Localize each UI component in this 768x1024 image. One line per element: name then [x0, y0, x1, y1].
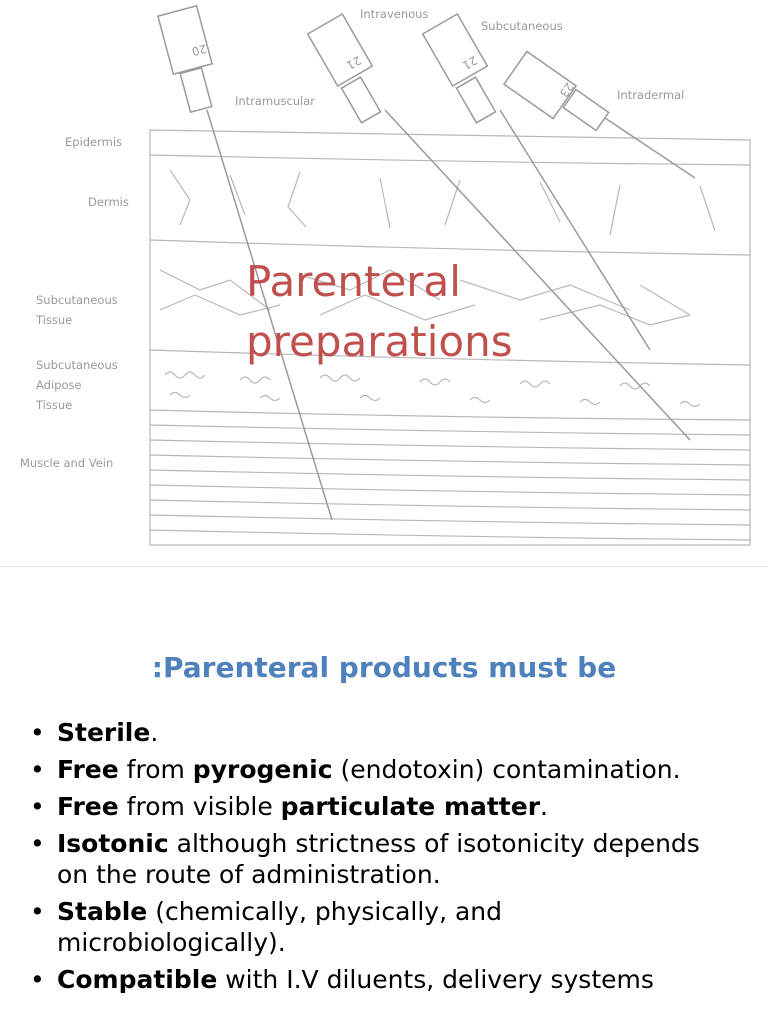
label-dermis: Dermis — [88, 195, 129, 209]
bold-term: Compatible — [57, 965, 218, 994]
requirements-list — [30, 717, 730, 1001]
item-text: from visible — [118, 792, 281, 821]
title-line: preparations — [246, 317, 513, 366]
list-item — [30, 754, 730, 785]
label-subcutaneous: Subcutaneous — [481, 19, 563, 33]
slide-title — [246, 252, 513, 372]
label-intravenous: Intravenous — [360, 7, 429, 21]
item-text: (endotoxin) contamination. — [332, 755, 681, 784]
list-item — [30, 896, 730, 958]
label-muscle-vein: Muscle and Vein — [20, 456, 114, 470]
label-adipose-tissue: Subcutaneous — [36, 358, 118, 372]
slide-heading: :Parenteral products must be — [151, 651, 617, 684]
label-adipose-tissue: Adipose — [36, 378, 82, 392]
bold-term: Stable — [57, 897, 148, 926]
bold-term: Free — [57, 792, 119, 821]
content-slide — [0, 567, 768, 1024]
label-intradermal: Intradermal — [617, 88, 685, 102]
item-text: with I.V diluents, delivery systems — [217, 965, 654, 994]
list-item — [30, 717, 730, 748]
item-text: (chemically, physically, and microbiologically). — [57, 897, 503, 957]
label-epidermis: Epidermis — [65, 135, 123, 149]
list-item — [30, 828, 730, 890]
title-line: Parenteral — [246, 257, 461, 306]
bold-term: particulate matter — [280, 792, 541, 821]
gauge-label: 23 — [556, 79, 577, 100]
list-item — [30, 964, 730, 995]
gauge-label: 20 — [190, 41, 209, 59]
label-intramuscular: Intramuscular — [235, 94, 316, 108]
bold-term: pyrogenic — [192, 755, 333, 784]
bold-term: Sterile — [57, 718, 151, 747]
label-subcutaneous-tissue: Subcutaneous — [36, 293, 118, 307]
item-text: . — [150, 718, 159, 747]
label-adipose-tissue: Tissue — [36, 398, 73, 412]
bold-term: Free — [57, 755, 119, 784]
item-text: from — [118, 755, 193, 784]
item-text: although strictness of isotonicity depends on the route of administration. — [57, 829, 700, 889]
label-subcutaneous-tissue: Tissue — [36, 313, 73, 327]
bold-term: Isotonic — [57, 829, 169, 858]
gauge-label: 21 — [344, 53, 364, 73]
gauge-label: 21 — [460, 53, 480, 73]
item-text: . — [540, 792, 548, 821]
list-item — [30, 791, 730, 822]
